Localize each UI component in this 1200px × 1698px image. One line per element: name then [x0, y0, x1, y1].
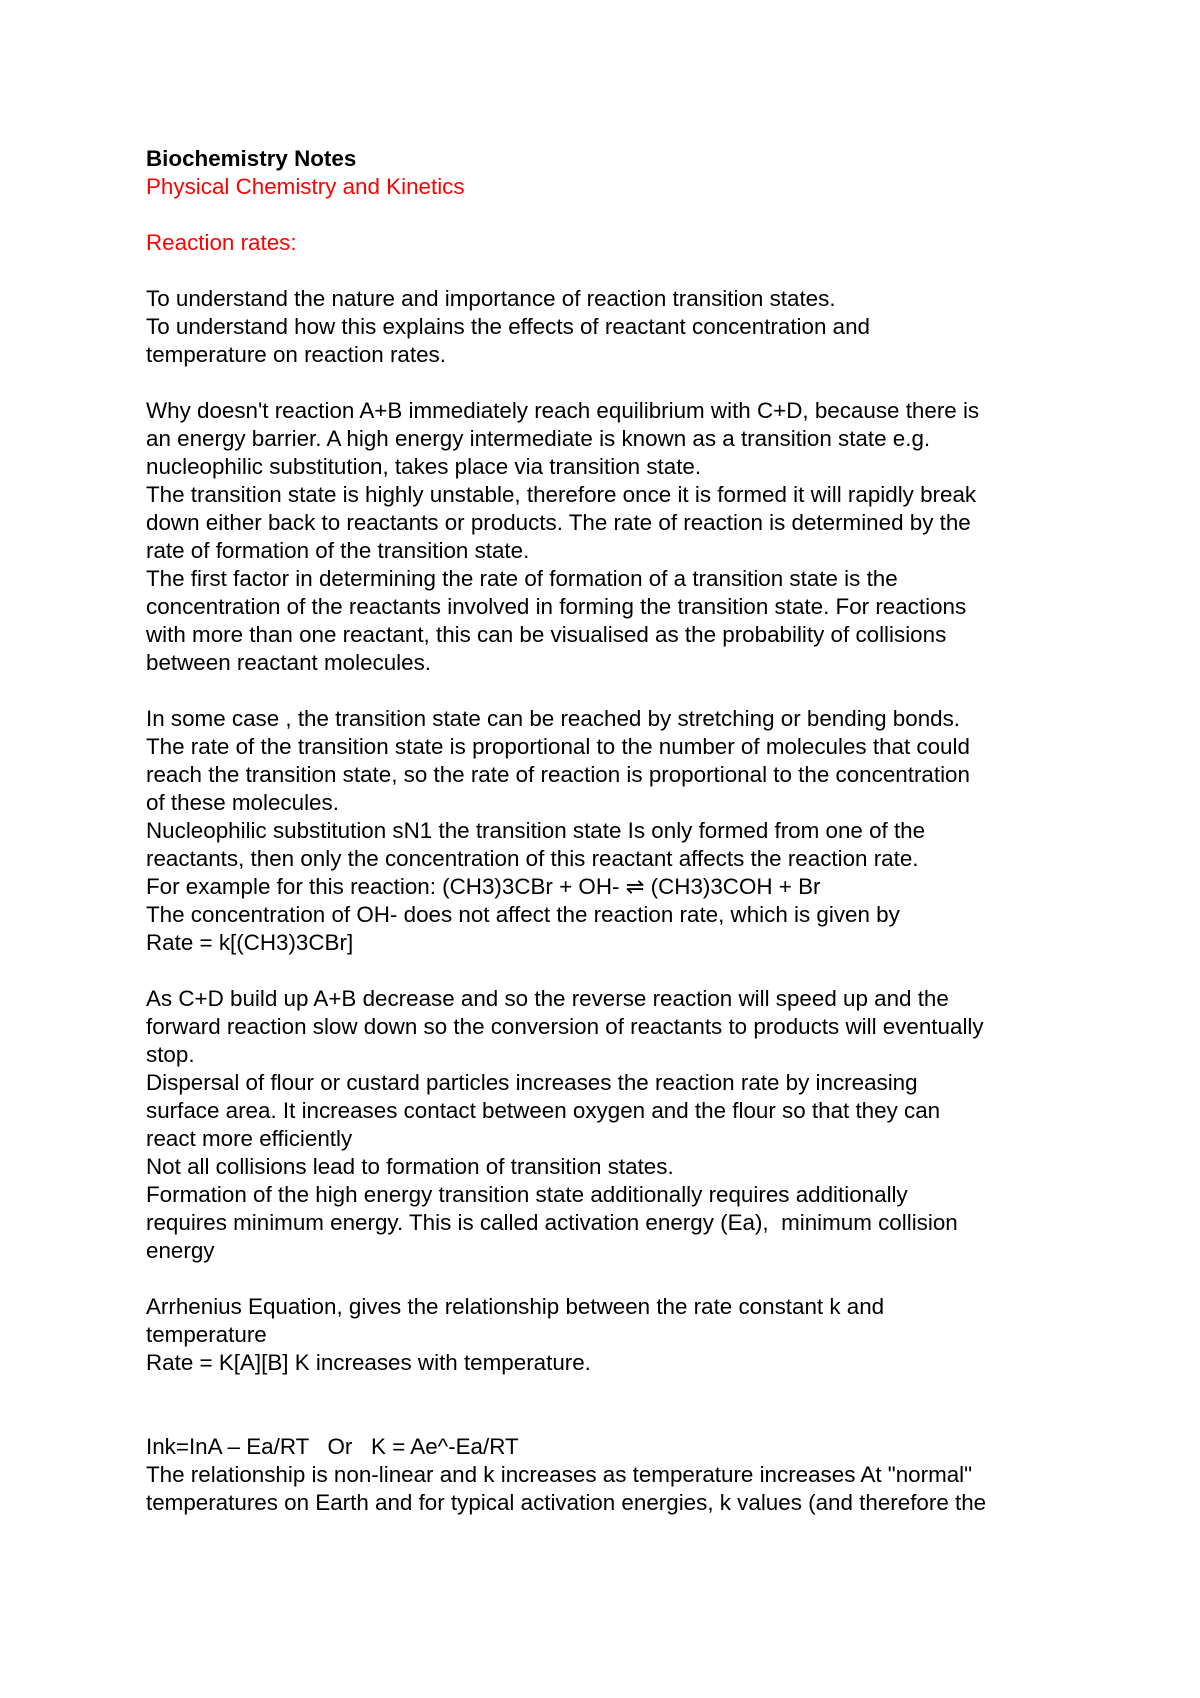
- text-line: concentration of the reactants involved in forming the transition state. For reactions: [146, 594, 967, 619]
- text-line: The relationship is non-linear and k increases as temperature increases At "normal": [146, 1462, 973, 1487]
- paragraph: [146, 705, 1076, 957]
- text-line: Not all collisions lead to formation of transition states.: [146, 1154, 674, 1179]
- text-line: between reactant molecules.: [146, 650, 432, 675]
- text-line: an energy barrier. A high energy intermediate is known as a transition state e.g.: [146, 426, 931, 451]
- text-line: react more efficiently: [146, 1126, 353, 1151]
- spacer: [146, 1265, 1076, 1293]
- document-subtitle: Physical Chemistry and Kinetics: [146, 174, 465, 199]
- text-line: forward reaction slow down so the conversion of reactants to products will eventually: [146, 1014, 984, 1039]
- text-line: The first factor in determining the rate of formation of a transition state is the: [146, 566, 898, 591]
- spacer: [146, 677, 1076, 705]
- text-line: For example for this reaction: (CH3)3CBr + OH- ⇌ (CH3)3COH + Br: [146, 874, 821, 899]
- spacer: [146, 369, 1076, 397]
- text-line: with more than one reactant, this can be visualised as the probability of collisions: [146, 622, 947, 647]
- spacer: [146, 1405, 1076, 1433]
- text-line: energy: [146, 1238, 215, 1263]
- spacer: [146, 201, 1076, 229]
- text-line: temperatures on Earth and for typical activation energies, k values (and therefore the: [146, 1490, 987, 1515]
- spacer: [146, 1377, 1076, 1405]
- text-line: The concentration of OH- does not affect the reaction rate, which is given by: [146, 902, 900, 927]
- text-line: requires minimum energy. This is called activation energy (Ea), minimum collision: [146, 1210, 958, 1235]
- spacer: [146, 257, 1076, 285]
- paragraph: [146, 285, 1076, 369]
- spacer: [146, 957, 1076, 985]
- text-line: The transition state is highly unstable, therefore once it is formed it will rapidly break: [146, 482, 977, 507]
- text-line: Nucleophilic substitution sN1 the transition state Is only formed from one of the: [146, 818, 926, 843]
- text-line: Arrhenius Equation, gives the relationship between the rate constant k and: [146, 1294, 885, 1319]
- text-line: of these molecules.: [146, 790, 339, 815]
- paragraph: [146, 1293, 1076, 1377]
- text-line: reactants, then only the concentration of this reactant affects the reaction rate.: [146, 846, 919, 871]
- paragraph: [146, 397, 1076, 677]
- text-line: To understand how this explains the effects of reactant concentration and: [146, 314, 871, 339]
- text-line: Why doesn't reaction A+B immediately reach equilibrium with C+D, because there is: [146, 398, 980, 423]
- equation-line: Ink=InA – Ea/RT Or K = Ae^-Ea/RT: [146, 1434, 519, 1459]
- text-line: down either back to reactants or products. The rate of reaction is determined by the: [146, 510, 971, 535]
- section-heading: Reaction rates:: [146, 230, 297, 255]
- paragraph: [146, 1433, 1076, 1517]
- text-line: The rate of the transition state is proportional to the number of molecules that could: [146, 734, 970, 759]
- text-line: In some case , the transition state can be reached by stretching or bending bonds.: [146, 706, 961, 731]
- document-body: [146, 145, 1076, 1517]
- text-line: reach the transition state, so the rate of reaction is proportional to the concentration: [146, 762, 970, 787]
- document-title: Biochemistry Notes: [146, 146, 357, 171]
- text-line: Rate = k[(CH3)3CBr]: [146, 930, 354, 955]
- text-line: stop.: [146, 1042, 195, 1067]
- text-line: surface area. It increases contact between oxygen and the flour so that they can: [146, 1098, 941, 1123]
- text-line: As C+D build up A+B decrease and so the reverse reaction will speed up and the: [146, 986, 949, 1011]
- paragraph: [146, 985, 1076, 1265]
- text-line: Dispersal of flour or custard particles increases the reaction rate by increasing: [146, 1070, 918, 1095]
- text-line: temperature: [146, 1322, 267, 1347]
- text-line: rate of formation of the transition state.: [146, 538, 530, 563]
- text-line: Rate = K[A][B] K increases with temperature.: [146, 1350, 591, 1375]
- text-line: temperature on reaction rates.: [146, 342, 446, 367]
- text-line: To understand the nature and importance of reaction transition states.: [146, 286, 836, 311]
- text-line: nucleophilic substitution, takes place via transition state.: [146, 454, 702, 479]
- text-line: Formation of the high energy transition state additionally requires additionally: [146, 1182, 908, 1207]
